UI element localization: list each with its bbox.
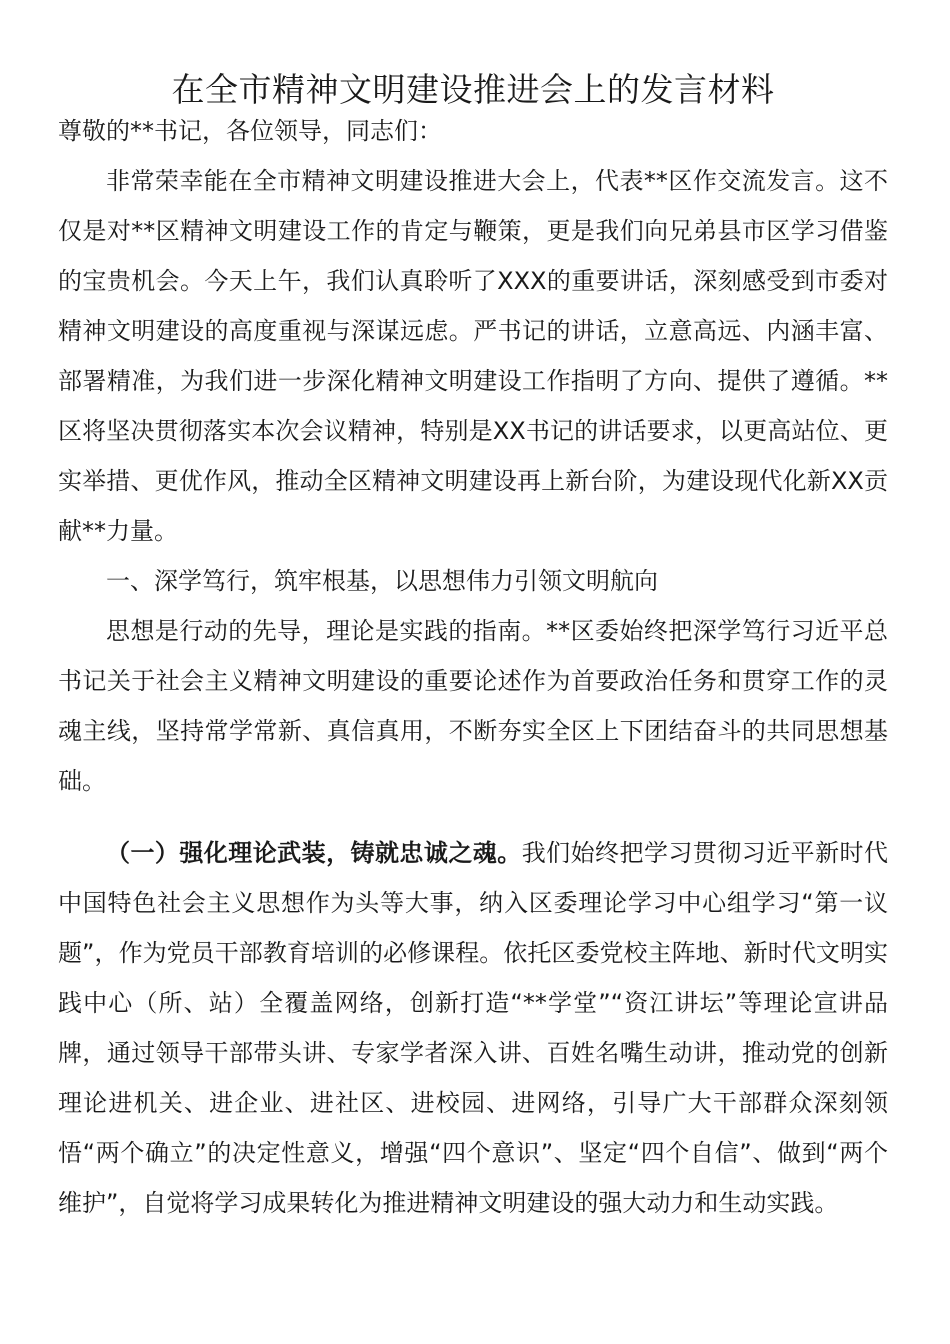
subsection-1-paragraph <box>58 828 888 1228</box>
document-title: 在全市精神文明建设推进会上的发言材料 <box>171 70 775 109</box>
section-1-paragraph: 思想是行动的先导，理论是实践的指南。**区委始终把深学笃行习近平总书记关于社会主义精神文明建设的重要论述作为首要政治任务和贯穿工作的灵魂主线，坚持常学常新、真信真用，不断夯实全区上下团结奋斗的共同思想基础。 <box>58 617 888 795</box>
intro-paragraph: 非常荣幸能在全市精神文明建设推进大会上，代表**区作交流发言。这不仅是对**区精神文明建设工作的肯定与鞭策，更是我们向兄弟县市区学习借鉴的宝贵机会。今天上午，我们认真聆听了XXX的重要讲话，深刻感受到市委对精神文明建设的高度重视与深谋远虑。严书记的讲话，立意高远、内涵丰富、部署精准，为我们进一步深化精神文明建设工作指明了方向、提供了遵循。**区将坚决贯彻落实本次会议精神，特别是XX书记的讲话要求，以更高站位、更实举措、更优作风，推动全区精神文明建设再上新台阶，为建设现代化新XX贡献**力量。 <box>58 167 888 545</box>
section-1-heading: 一、深学笃行，筑牢根基，以思想伟力引领文明航向 <box>106 567 658 595</box>
subsection-1-body: 我们始终把学习贯彻习近平新时代中国特色社会主义思想作为头等大事，纳入区委理论学习中心组学习“第一议题”，作为党员干部教育培训的必修课程。依托区委党校主阵地、新时代文明实践中心（所、站）全覆盖网络，创新打造“**学堂”“资江讲坛”等理论宣讲品牌，通过领导干部带头讲、专家学者深入讲、百姓名嘴生动讲，推动党的创新理论进机关、进企业、进社区、进校园、进网络，引导广大干部群众深刻领悟“两个确立”的决定性意义，增强“四个意识”、坚定“四个自信”、做到“两个维护”，自觉将学习成果转化为推进精神文明建设的强大动力和生动实践。 <box>58 839 889 1217</box>
subsection-1-heading: （一）强化理论武装，铸就忠诚之魂。 <box>106 839 522 867</box>
salutation: 尊敬的**书记，各位领导，同志们： <box>58 117 442 145</box>
